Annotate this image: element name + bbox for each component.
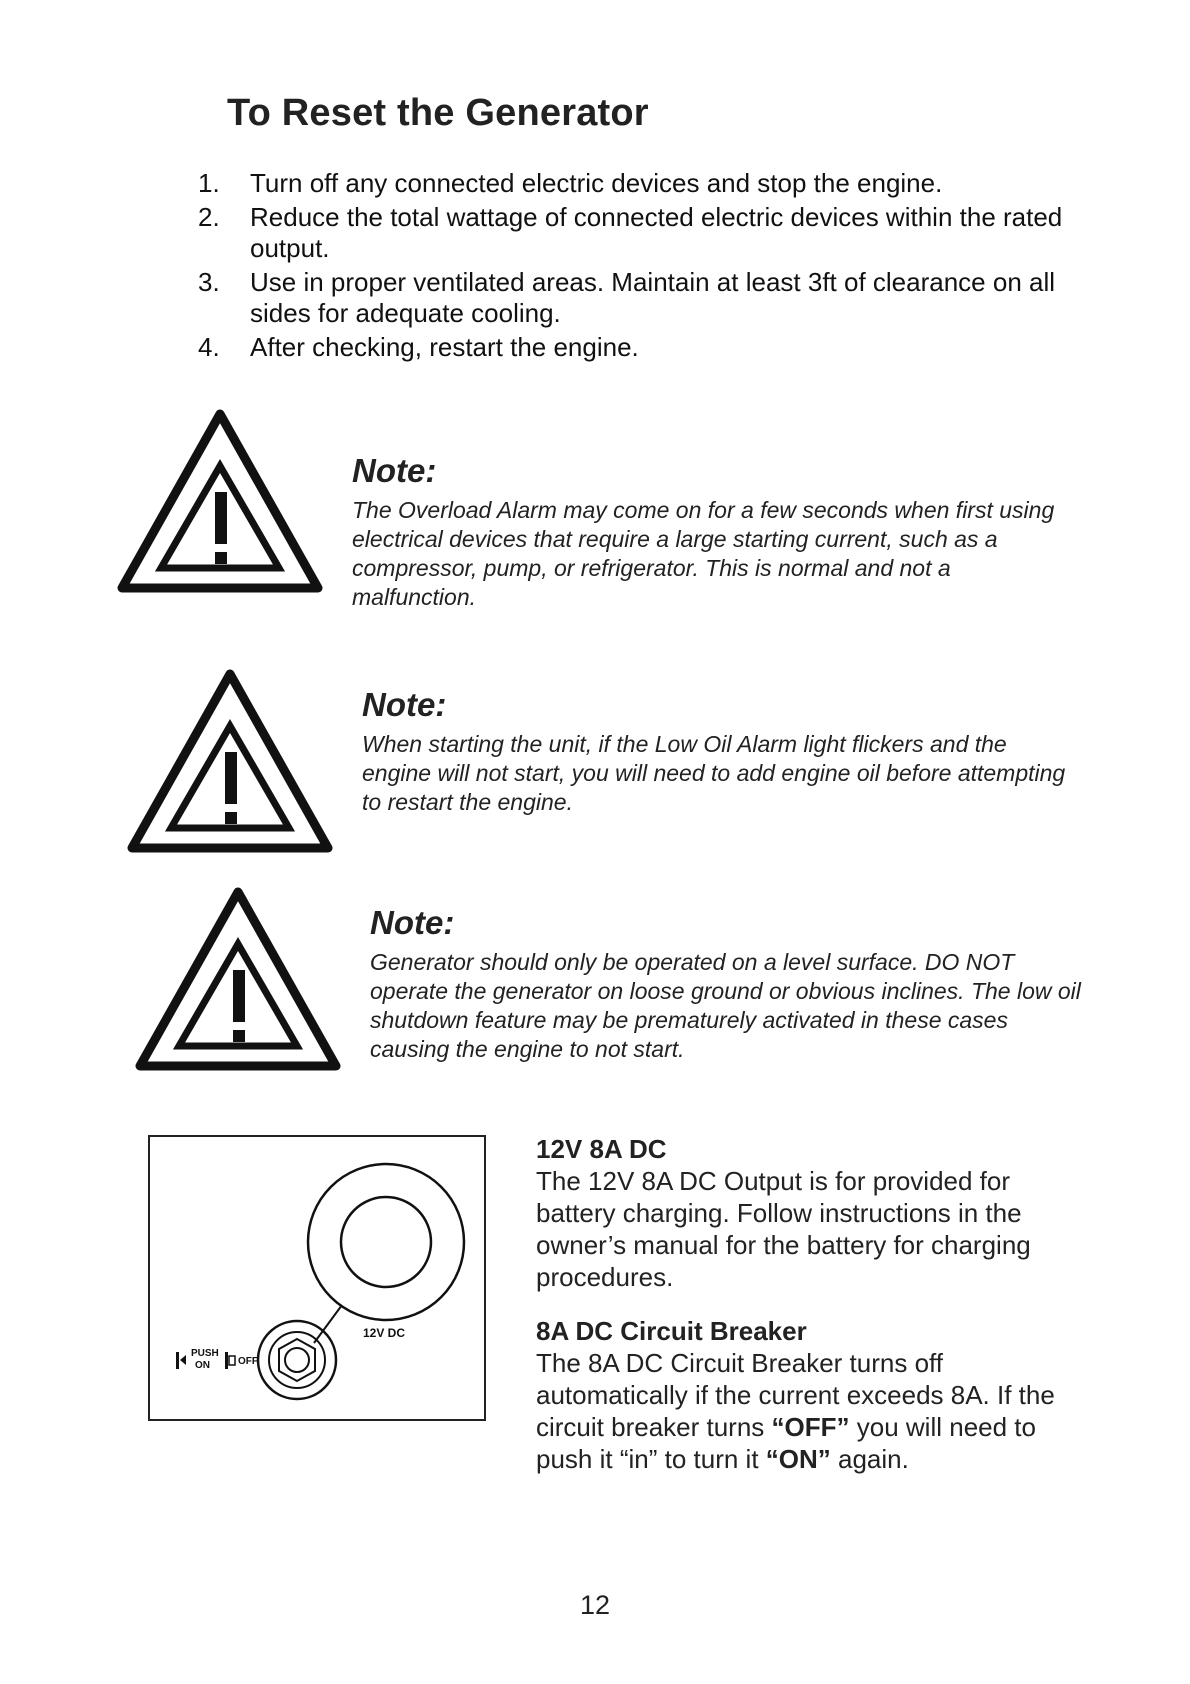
breaker-body: The 8A DC Circuit Breaker turns off automatically if the current exceeds 8A. If the circuit breaker turns “OFF” you will need to push it “in” to turn it “ON” again.: [536, 1348, 1055, 1474]
dc-output-body: The 12V 8A DC Output is for provided for battery charging. Follow instructions in the owner’s manual for the battery for charging procedures.: [536, 1166, 1031, 1292]
step-text: Turn off any connected electric devices and stop the engine.: [250, 168, 943, 198]
dc-output-heading: 12V 8A DC: [536, 1134, 667, 1164]
on-label: ON: [195, 1360, 210, 1371]
push-label: PUSH: [191, 1348, 219, 1359]
on-emphasis: “ON”: [765, 1444, 831, 1474]
step-number: 4.: [198, 332, 220, 362]
warning-triangle-icon: [114, 408, 326, 599]
warning-triangle-icon: [124, 668, 336, 859]
step-text: Reduce the total wattage of connected electric devices within the rated output.: [250, 202, 1063, 263]
note-body: Generator should only be operated on a level surface. DO NOT operate the generator on loose ground or obvious inclines. The low oil shutdown feature may be prematurely activated in these cases causing the engine to not start.: [370, 949, 1081, 1062]
list-item: [198, 267, 1078, 329]
off-indicator-icon: [225, 1352, 235, 1369]
step-text: Use in proper ventilated areas. Maintain at least 3ft of clearance on all sides for adequate cooling.: [250, 267, 1056, 328]
page-number: 12: [579, 1590, 611, 1620]
note-heading: Note:: [370, 904, 455, 941]
note-level-surface: [370, 904, 1090, 1064]
list-item: [198, 202, 1078, 264]
dc-outlet-icon: [308, 1164, 464, 1320]
breaker-heading: 8A DC Circuit Breaker: [536, 1316, 807, 1346]
dc-label: 12V DC: [363, 1326, 406, 1340]
step-text: After checking, restart the engine.: [250, 332, 639, 362]
note-heading: Note:: [352, 452, 437, 489]
warning-triangle-icon: [132, 886, 344, 1077]
step-number: 3.: [198, 267, 220, 297]
note-body: The Overload Alarm may come on for a few seconds when first using electrical devices that require a large starting current, such as a compressor, pump, or refrigerator. This is normal and not a malfunction.: [352, 497, 1055, 610]
list-item: [198, 168, 1078, 199]
note-overload-alarm: [352, 452, 1072, 612]
circuit-breaker-icon: [258, 1321, 336, 1399]
dc-output-section: [536, 1133, 1076, 1497]
page-title: To Reset the Generator: [227, 92, 649, 134]
note-heading: Note:: [362, 686, 447, 723]
off-emphasis: “OFF”: [771, 1412, 850, 1442]
off-label: OFF: [238, 1356, 258, 1367]
note-low-oil-alarm: [362, 686, 1082, 817]
step-number: 2.: [198, 202, 220, 232]
dc-panel-figure: [148, 1135, 486, 1421]
reset-steps-list: [198, 168, 1078, 366]
list-item: [198, 332, 1078, 363]
note-body: When starting the unit, if the Low Oil Alarm light flickers and the engine will not start, you will need to add engine oil before attempting to restart the engine.: [362, 731, 1066, 815]
push-on-indicator-icon: [176, 1352, 186, 1369]
step-number: 1.: [198, 168, 220, 198]
